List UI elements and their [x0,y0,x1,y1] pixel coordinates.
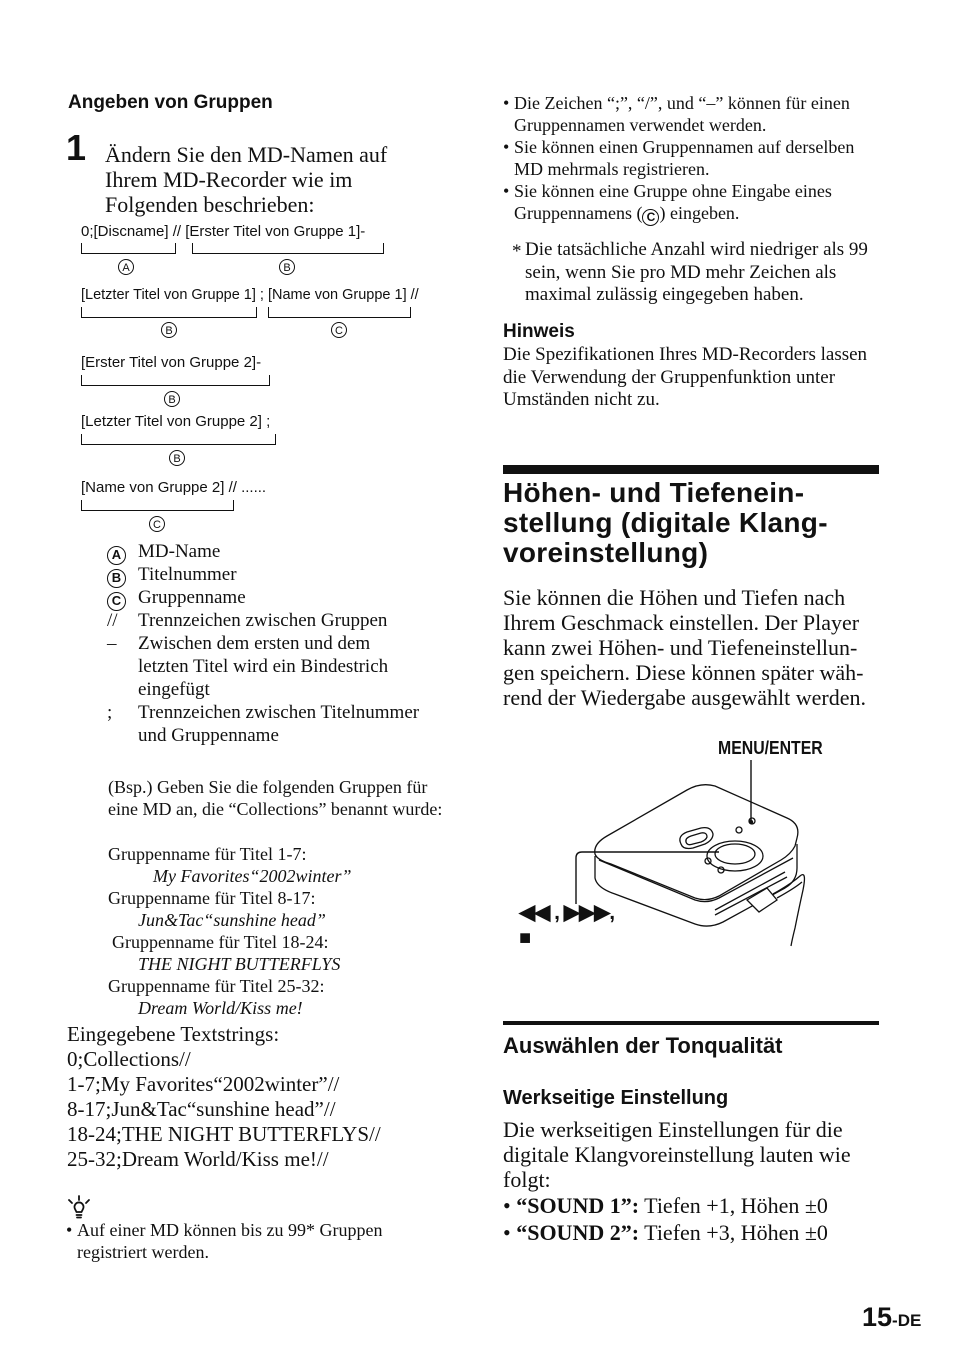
sound-settings [503,1192,881,1246]
legend-item-hyphen: – Zwischen dem ersten und dem letzten Titel wird ein Bindestrich eingefügt [107,633,389,700]
page-number: 15-DE [862,1302,922,1332]
bracket-b-4 [81,434,276,445]
factory-body: Die werkseitigen Einstellungen für die digitale Klangvoreinstellung lauten wie folgt: [503,1117,851,1192]
example-name: My Favorites“2002winter” [153,866,352,886]
format-line-5: [Name von Gruppe 2] // ...... [81,479,267,496]
marker-c: C [331,322,347,338]
example-label: Gruppenname für Titel 8-17: [108,888,316,908]
stop-icon: ■ [519,927,532,949]
example-intro: (Bsp.) Geben Sie die folgenden Gruppen für eine MD an, die “Collections” benannt wurde: [108,777,443,819]
step-number: 1 [66,127,87,168]
bracket-a [81,243,176,254]
quality-heading: Auswählen der Tonqualität [503,1033,783,1058]
hinweis-text: Die Spezifikationen Ihres MD-Recorders lassen die Verwendung der Gruppenfunktion unter Umständen nicht zu. [503,344,868,410]
marker-c: C [642,209,659,226]
section-body: Sie können die Höhen und Tiefen nach Ihrem Geschmack einstellen. Der Player kann zwei Höhen- und Tiefeneinstellun-gen speichern. Diese können später wäh-rend der Wiedergabe ausgewählt werden. [503,585,866,710]
footnote-text: Die tatsächliche Anzahl wird niedriger als 99 sein, wenn Sie pro MD mehr Zeichen als maximal zulässig eingegeben haben. [525,239,868,305]
factory-heading: Werkseitige Einstellung [503,1087,729,1109]
marker-b: B [169,450,185,466]
step-text: Ändern Sie den MD-Namen auf Ihrem MD-Recorder wie im Folgenden beschrieben: [105,142,388,217]
entered-heading: Eingegebene Textstrings: [67,1022,280,1046]
example-name: THE NIGHT BUTTERFLYS [138,954,341,974]
marker-c: C [149,516,165,532]
section-rule [503,465,879,474]
marker-a: A [118,259,134,275]
note-item: • Sie können einen Gruppennamen auf derselben MD mehrmals registrieren. [503,136,883,180]
example-groups [108,843,448,1019]
format-line-3: [Erster Titel von Gruppe 2]- [81,354,262,371]
bracket-c-1 [268,307,411,318]
legend-list [107,540,437,747]
bracket-b-3 [81,375,270,386]
legend-item-title-number: B Titelnummer [107,563,437,586]
example-label: Gruppenname für Titel 18-24: [112,932,329,952]
entered-strings [67,1022,447,1172]
sound-setting-2: • “SOUND 2”: Tiefen +3, Höhen ±0 [503,1220,828,1245]
marker-b: B [107,569,126,588]
entered-line: 25-32;Dream World/Kiss me!// [67,1147,329,1171]
entered-line: 18-24;THE NIGHT BUTTERFLYS// [67,1122,381,1146]
marker-c: C [107,592,126,611]
example-name: Dream World/Kiss me! [138,998,303,1018]
legend-item-group-name: C Gruppenname [107,586,437,609]
tip-list [66,1219,426,1263]
legend-item-semicolon: ; Trennzeichen zwischen Titelnummer und Gruppenname [107,702,420,746]
legend-item-md-name: A MD-Name [107,540,437,563]
marker-b: B [164,391,180,407]
example-label: Gruppenname für Titel 1-7: [108,844,307,864]
note-item: • Die Zeichen “;”, “/”, und “–” können für einen Gruppennamen verwendet werden. [503,92,883,136]
quality-rule [503,1021,879,1025]
format-line-4: [Letzter Titel von Gruppe 2] ; [81,413,271,430]
sound-setting-1: • “SOUND 1”: Tiefen +1, Höhen ±0 [503,1193,828,1218]
hinweis-title: Hinweis [503,321,575,342]
control-label-skip: ◀◀ , ▶▶▶, [519,901,615,924]
marker-a: A [107,546,126,565]
bracket-c-2 [81,500,234,511]
bracket-b-1 [192,243,384,254]
format-line-1: 0;[Discname] // [Erster Titel von Gruppe 1]- [81,223,366,240]
tip-text: • Auf einer MD können bis zu 99* Gruppen registriert werden. [66,1219,426,1263]
entered-line: 0;Collections// [67,1047,191,1071]
format-line-2: [Letzter Titel von Gruppe 1] ; [Name von Gruppe 1] // [81,287,419,303]
section-heading-groups: Angeben von Gruppen [68,92,273,113]
entered-line: 1-7;My Favorites“2002winter”// [67,1072,340,1096]
section-title: Höhen- und Tiefenein- stellung (digitale Klang- voreinstellung) [503,477,828,568]
legend-item-separator-groups: // Trennzeichen zwischen Gruppen [107,610,388,631]
note-item: • Sie können eine Gruppe ohne Eingabe eines Gruppennamens ( C ) eingeben. [503,180,883,226]
footnote-mark: * [512,241,522,262]
md-player-illustration [515,760,825,955]
notes-list [503,92,883,226]
menu-enter-label: MENU/ENTER [718,738,823,758]
entered-line: 8-17;Jun&Tac“sunshine head”// [67,1097,336,1121]
example-name: Jun&Tac“sunshine head” [138,910,326,930]
bracket-b-2 [81,307,257,318]
marker-b: B [279,259,295,275]
marker-b: B [161,322,177,338]
example-label: Gruppenname für Titel 25-32: [108,976,325,996]
